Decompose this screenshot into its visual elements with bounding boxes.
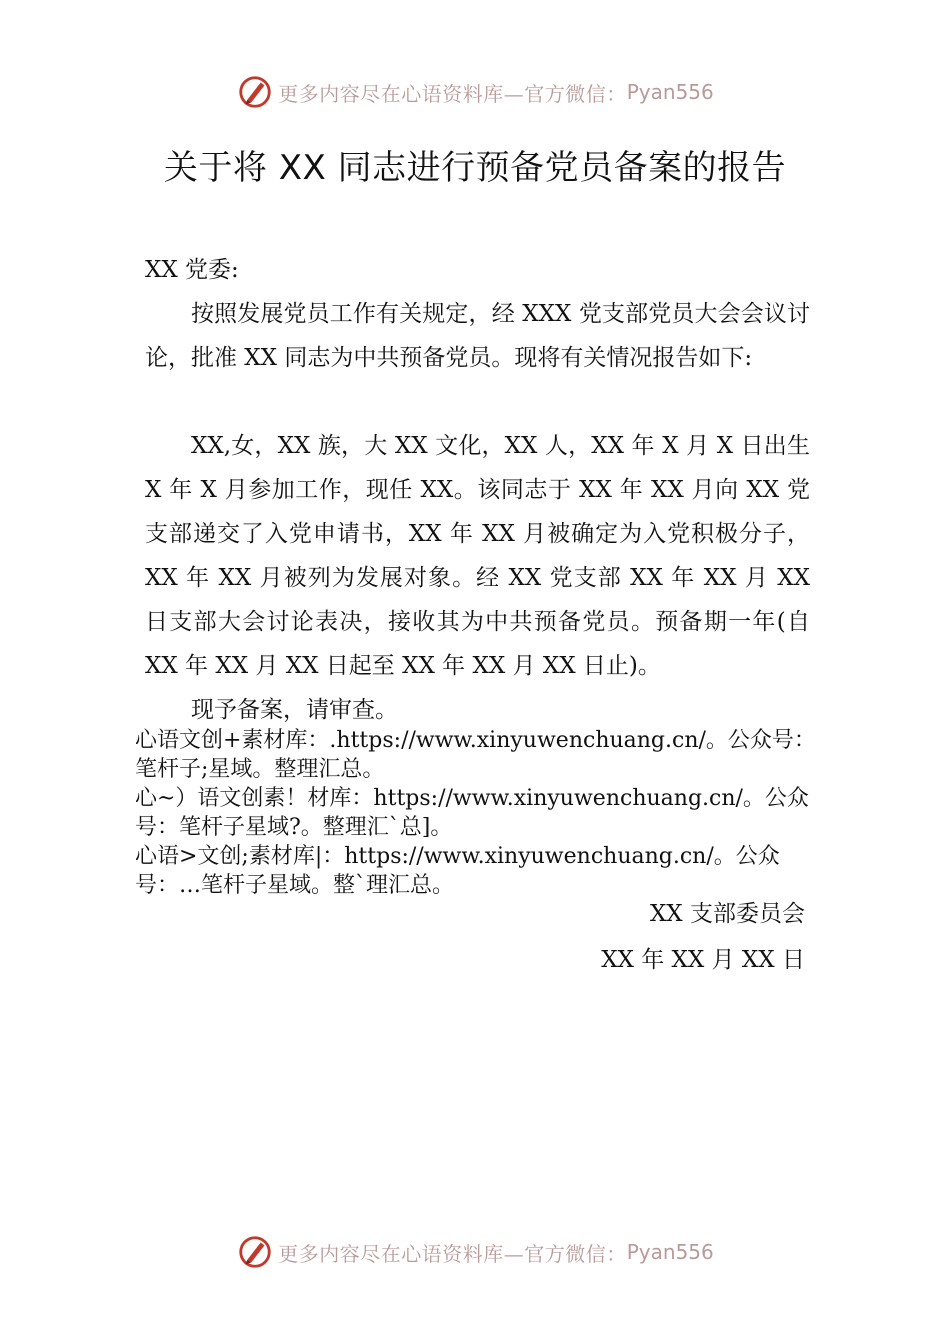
- banner-wechat-id: Pyan556: [626, 1240, 714, 1264]
- watermark-line-3: 心语>文创;素材库|：https://www.xinyuwenchuang.cn/。公众号：…笔杆子星域。整`理汇总。: [135, 844, 780, 898]
- salutation: XX 党委:: [145, 257, 239, 283]
- paragraph-text: XX,女，XX 族，大 XX 文化，XX 人，XX 年 X 月 X 日出生 X 年 X 月参加工作，现任 XX。该同志于 XX 年 XX 月向 XX 党支部递交了入党申请书，XX 年 XX 月被确定为入党积极分子，XX 年 XX 月被列为发展对象。经 XX 党支部 XX 年 XX 月 XX 日支部大会讨论表决，接收其为中共预备党员。预备期一年(自 XX 年 XX 月 XX 日起至 XX 年 XX 月 XX 日止)。: [145, 433, 810, 679]
- signature-date: XX 年 XX 月 XX 日: [601, 947, 805, 973]
- pen-circle-logo-icon: [236, 1233, 274, 1271]
- footer-banner: [0, 1232, 950, 1272]
- watermark-line-2: 心~）语文创素！材库：https://www.xinyuwenchuang.cn/。公众号：笔杆子星域?。整理汇`总]。: [135, 786, 809, 840]
- banner-wechat-id: Pyan556: [626, 80, 714, 104]
- paragraph-1: [145, 292, 810, 380]
- paragraph-2: [145, 424, 810, 688]
- watermark-line-1: 心语文创+素材库：.https://www.xinyuwenchuang.cn/。公众号：笔杆子;星域。整理汇总。: [135, 728, 816, 782]
- pen-circle-logo-icon: [236, 73, 274, 111]
- banner-text: 更多内容尽在心语资料库—官方微信：: [278, 1241, 627, 1266]
- header-banner: [0, 72, 950, 112]
- banner-text: 更多内容尽在心语资料库—官方微信：: [278, 81, 627, 106]
- paragraph-text: 按照发展党员工作有关规定，经 XXX 党支部党员大会会议讨论，批准 XX 同志为中共预备党员。现将有关情况报告如下:: [145, 301, 810, 371]
- document-title: 关于将 XX 同志进行预备党员备案的报告: [163, 148, 787, 188]
- signature-org: XX 支部委员会: [649, 901, 805, 927]
- paragraph-text: 现予备案，请审查。: [191, 697, 398, 723]
